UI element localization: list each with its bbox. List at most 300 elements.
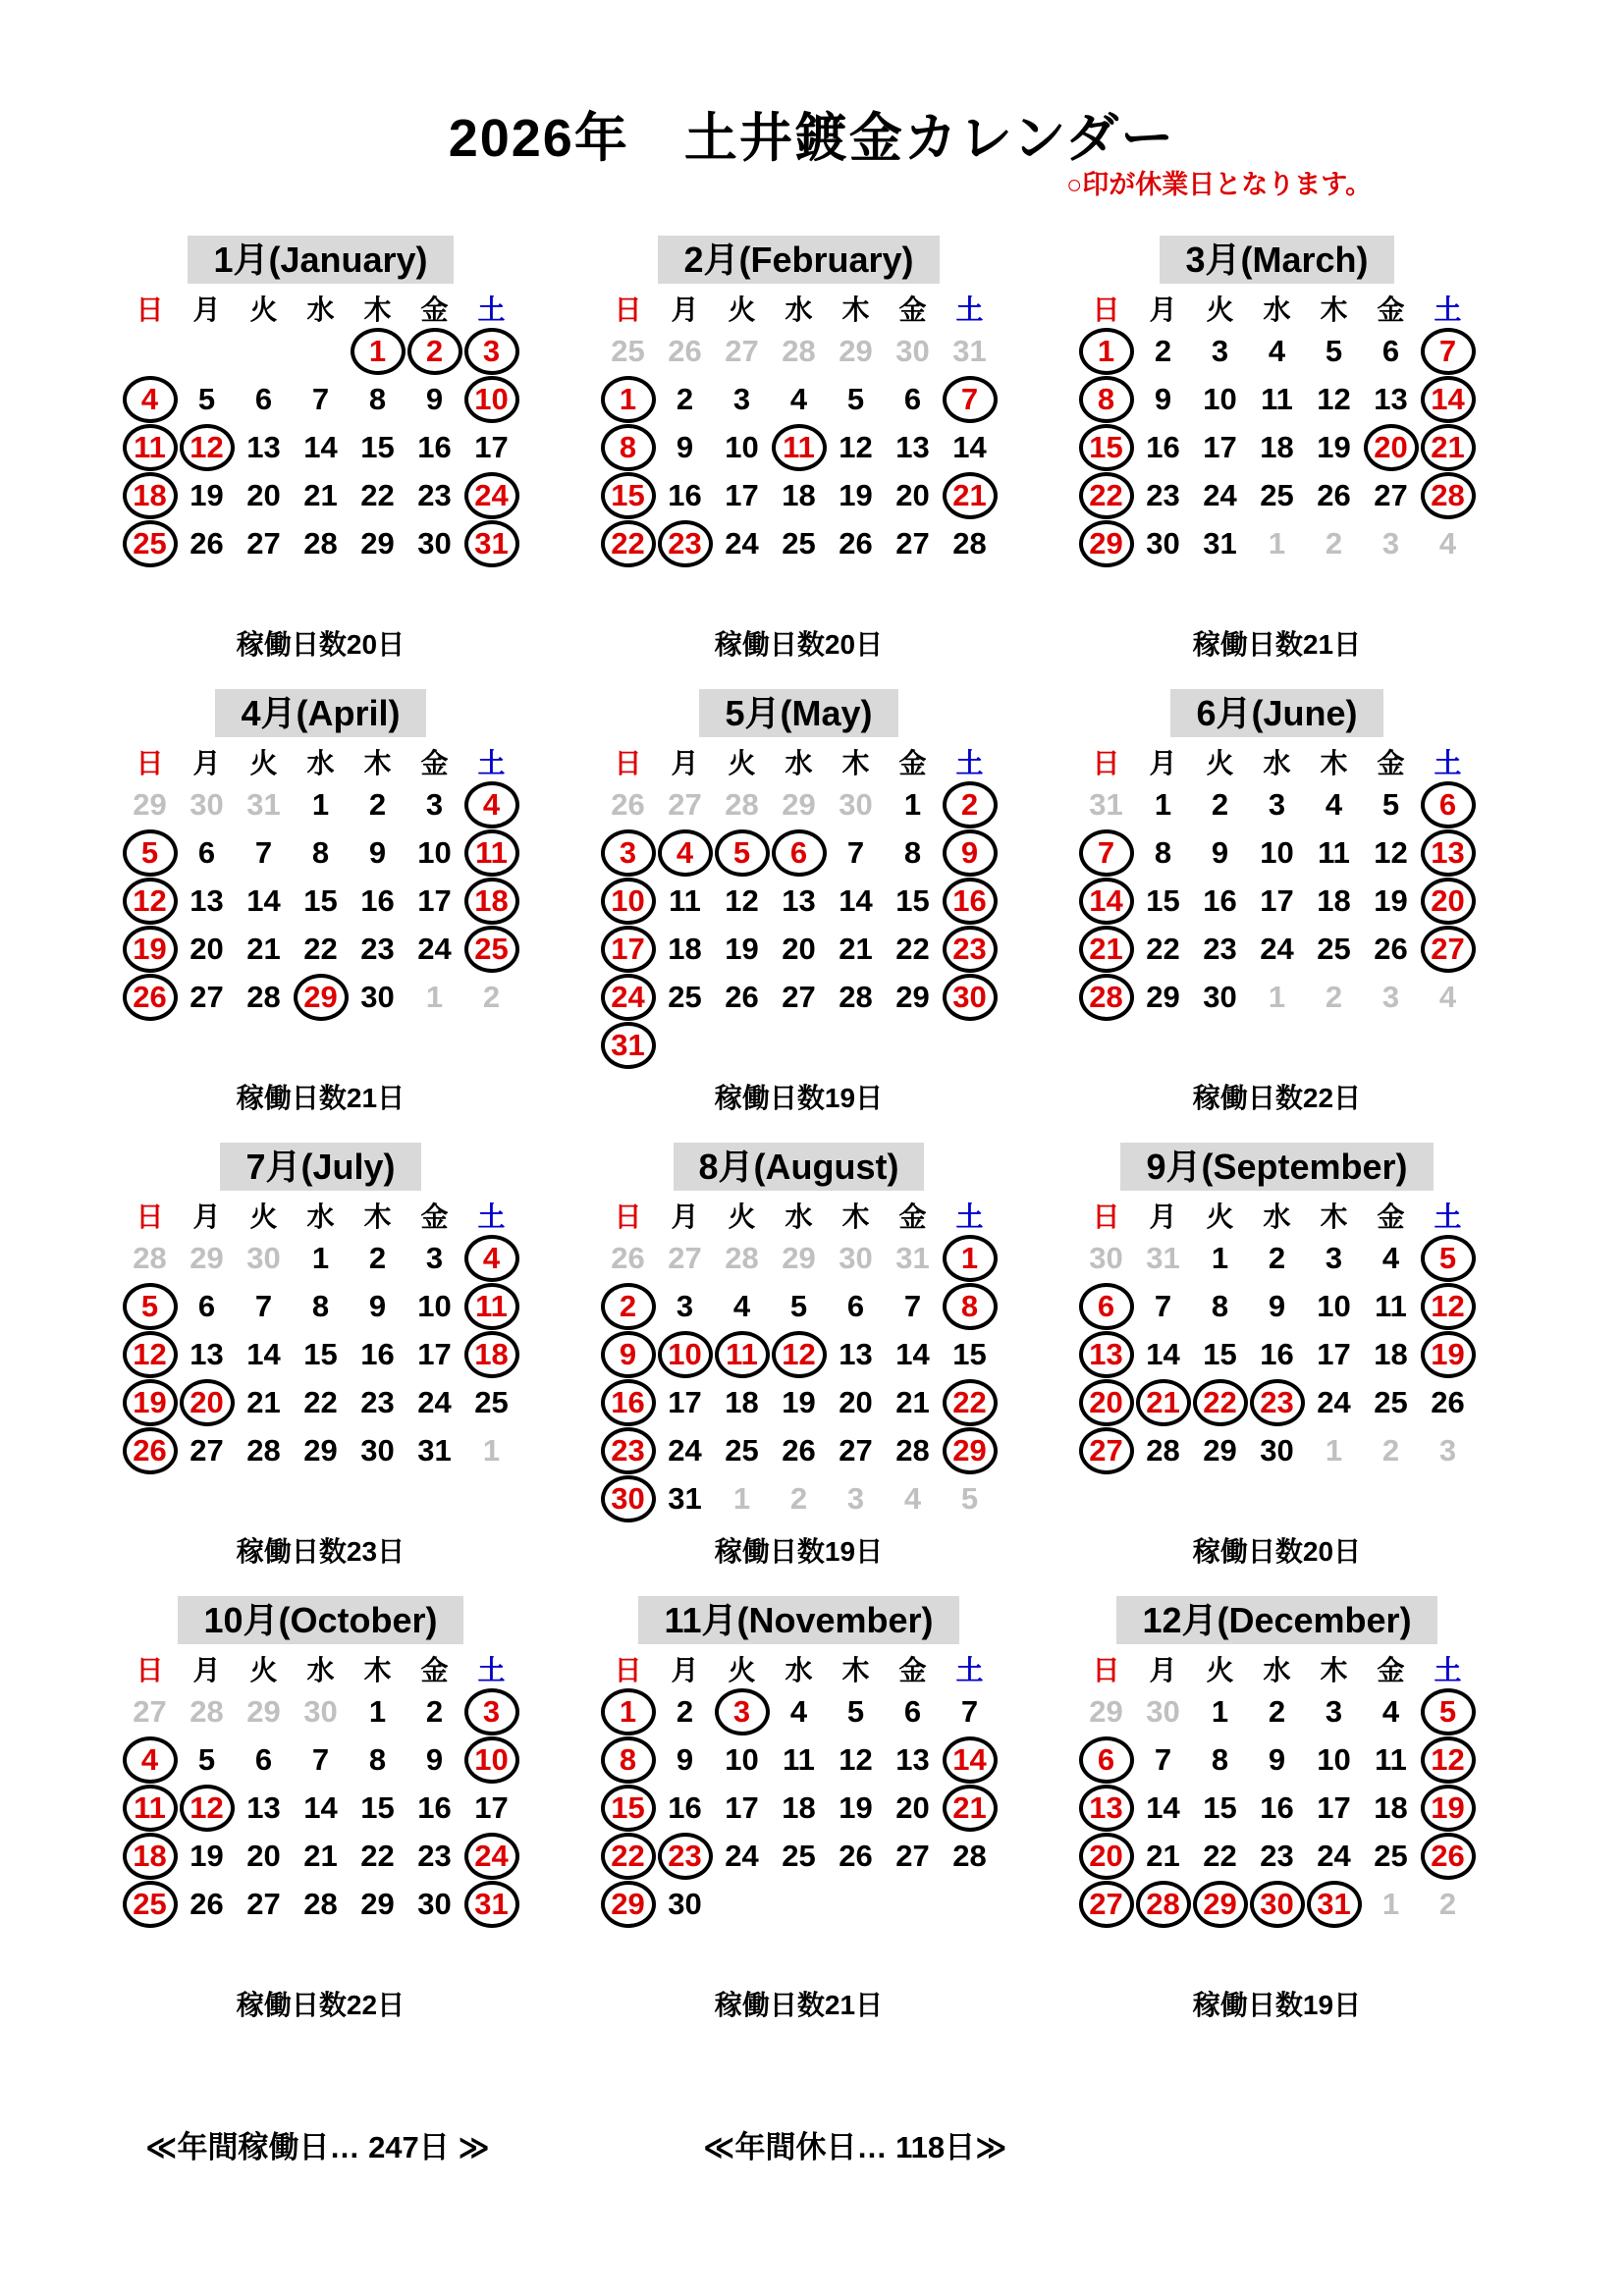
weekday-label: 月 (192, 294, 221, 326)
empty-day (828, 1021, 885, 1069)
weekday-label: 月 (671, 1201, 699, 1233)
working-day: 26 (839, 526, 873, 561)
working-day: 7 (254, 1289, 273, 1324)
working-day: 27 (189, 980, 224, 1015)
working-day: 24 (417, 1385, 452, 1420)
holiday-day: 22 (1078, 471, 1135, 519)
working-day: 10 (1317, 1742, 1351, 1778)
holiday-day: 15 (1078, 423, 1135, 471)
working-day: 29 (360, 526, 395, 561)
holiday-day: 16 (942, 877, 999, 925)
working-day: 31 (417, 1433, 452, 1468)
weekday-label: 土 (1434, 1201, 1462, 1233)
working-day: 1 (903, 787, 922, 823)
working-day: 2 (676, 1694, 694, 1730)
working-day: 2 (676, 382, 694, 417)
working-day: 24 (1260, 932, 1294, 967)
working-day: 28 (303, 526, 338, 561)
weekday-label: 火 (1206, 748, 1234, 779)
holiday-day: 6 (1420, 780, 1477, 828)
holiday-day: 10 (463, 1735, 520, 1784)
working-day: 1 (1211, 1694, 1229, 1730)
adjacent-month-day: 29 (782, 1241, 816, 1276)
working-day: 5 (197, 1742, 216, 1778)
holiday-day: 12 (1420, 1282, 1477, 1330)
working-day: 30 (360, 1433, 395, 1468)
weekday-label: 金 (1377, 1655, 1405, 1686)
adjacent-month-day: 29 (782, 787, 816, 823)
working-day: 15 (360, 430, 395, 465)
adjacent-month-day: 2 (1438, 1887, 1457, 1922)
working-day: 23 (1146, 478, 1180, 513)
working-day: 11 (1318, 835, 1350, 871)
holiday-day: 14 (1420, 375, 1477, 423)
adjacent-month-day: 31 (246, 787, 281, 823)
working-day: 30 (360, 980, 395, 1015)
working-day: 14 (895, 1337, 930, 1372)
weekday-label: 水 (785, 294, 813, 326)
working-day: 1 (368, 1694, 387, 1730)
working-day: 18 (1374, 1790, 1408, 1826)
working-day: 26 (782, 1433, 816, 1468)
working-day: 6 (846, 1289, 865, 1324)
working-day: 9 (425, 1742, 444, 1778)
working-day: 15 (952, 1337, 987, 1372)
month-may (570, 689, 1027, 1143)
month-title: 11月(November) (638, 1596, 958, 1644)
adjacent-month-day: 27 (725, 334, 759, 369)
holiday-day: 4 (463, 780, 520, 828)
adjacent-month-day: 4 (1438, 980, 1457, 1015)
working-day: 6 (197, 835, 216, 871)
holiday-day: 12 (179, 423, 236, 471)
working-day: 11 (1261, 382, 1293, 417)
working-day: 11 (1375, 1742, 1407, 1778)
working-day: 2 (368, 787, 387, 823)
working-day: 25 (782, 1839, 816, 1874)
adjacent-month-day: 26 (668, 334, 702, 369)
weekday-label: 水 (306, 294, 335, 326)
weekday-row (122, 1199, 520, 1232)
weekday-label: 火 (249, 748, 278, 779)
working-day: 28 (952, 526, 987, 561)
weekday-label: 月 (192, 1201, 221, 1233)
working-day: 7 (960, 1694, 979, 1730)
holiday-day: 1 (1078, 327, 1135, 375)
working-day: 27 (246, 1887, 281, 1922)
weeks-grid (122, 1234, 520, 1522)
empty-day (885, 1021, 942, 1069)
adjacent-month-day: 3 (846, 1481, 865, 1517)
weekday-row (1078, 745, 1477, 778)
weekday-row (1078, 292, 1477, 325)
month-title: 6月(June) (1170, 689, 1382, 737)
holiday-day: 1 (350, 327, 406, 375)
page-title: 2026年 土井鍍金カレンダー (448, 109, 1176, 169)
working-day: 11 (669, 883, 701, 919)
holiday-day: 9 (942, 828, 999, 877)
working-day: 5 (1325, 334, 1343, 369)
working-day: 20 (189, 932, 224, 967)
working-day: 6 (197, 1289, 216, 1324)
holiday-day: 31 (600, 1021, 657, 1069)
adjacent-month-day: 1 (482, 1433, 501, 1468)
adjacent-month-day: 4 (1438, 526, 1457, 561)
holiday-day: 25 (122, 1880, 179, 1928)
working-day: 3 (425, 1241, 444, 1276)
adjacent-month-day: 29 (189, 1241, 224, 1276)
adjacent-month-day: 26 (611, 787, 645, 823)
holiday-day: 10 (600, 877, 657, 925)
weekday-label: 火 (728, 1655, 756, 1686)
holiday-day: 23 (942, 925, 999, 973)
working-day: 25 (782, 526, 816, 561)
weekday-label: 日 (1092, 748, 1120, 779)
empty-day (236, 327, 293, 375)
working-day: 20 (895, 1790, 930, 1826)
working-days-label: 稼働日数19日 (714, 1536, 884, 1568)
holiday-day: 18 (122, 1832, 179, 1880)
working-day: 24 (668, 1433, 702, 1468)
holiday-day: 26 (122, 1426, 179, 1474)
adjacent-month-day: 3 (1381, 980, 1400, 1015)
annual-holidays-label: ≪年間休日… 118日≫ (703, 2130, 1007, 2164)
weekday-label: 火 (249, 1655, 278, 1686)
holiday-day: 19 (1420, 1784, 1477, 1832)
working-day: 14 (1146, 1790, 1180, 1826)
working-day: 8 (1211, 1742, 1229, 1778)
working-day: 10 (1203, 382, 1237, 417)
working-day: 28 (1146, 1433, 1180, 1468)
holiday-day: 2 (600, 1282, 657, 1330)
working-days-label: 稼働日数21日 (714, 1990, 884, 2021)
working-day: 18 (725, 1385, 759, 1420)
weekday-label: 水 (1263, 1201, 1291, 1233)
working-day: 12 (839, 430, 873, 465)
adjacent-month-day: 2 (1325, 526, 1343, 561)
working-days-label: 稼働日数22日 (236, 1990, 406, 2021)
weekday-label: 金 (1377, 748, 1405, 779)
working-day: 4 (1381, 1241, 1400, 1276)
working-day: 20 (246, 1839, 281, 1874)
weeks-grid (600, 1234, 999, 1522)
weekday-row (600, 1199, 999, 1232)
adjacent-month-day: 2 (1325, 980, 1343, 1015)
working-day: 2 (368, 1241, 387, 1276)
weekday-label: 水 (785, 748, 813, 779)
working-day: 18 (1374, 1337, 1408, 1372)
working-days-label: 稼働日数21日 (236, 1083, 406, 1114)
working-day: 12 (839, 1742, 873, 1778)
empty-day (828, 1880, 885, 1928)
weekday-label: 金 (898, 1201, 927, 1233)
working-day: 17 (668, 1385, 702, 1420)
working-day: 29 (360, 1887, 395, 1922)
adjacent-month-day: 3 (1381, 526, 1400, 561)
working-day: 13 (189, 1337, 224, 1372)
working-day: 23 (1203, 932, 1237, 967)
working-day: 4 (1381, 1694, 1400, 1730)
month-title: 2月(February) (658, 236, 939, 284)
working-day: 15 (303, 883, 338, 919)
working-day: 26 (839, 1839, 873, 1874)
empty-day (942, 1880, 999, 1928)
working-day: 9 (368, 1289, 387, 1324)
working-day: 19 (1374, 883, 1408, 919)
weekday-label: 土 (955, 294, 984, 326)
working-day: 5 (789, 1289, 808, 1324)
holiday-day: 24 (463, 1832, 520, 1880)
working-day: 16 (360, 883, 395, 919)
working-day: 6 (1381, 334, 1400, 369)
adjacent-month-day: 30 (839, 787, 873, 823)
working-day: 14 (303, 430, 338, 465)
holiday-day: 10 (657, 1330, 714, 1378)
weekday-label: 土 (1434, 1655, 1462, 1686)
holiday-day: 22 (1192, 1378, 1249, 1426)
holiday-day: 30 (942, 973, 999, 1021)
working-day: 30 (1260, 1433, 1294, 1468)
weekday-row (600, 1652, 999, 1685)
working-day: 18 (782, 478, 816, 513)
working-day: 3 (425, 787, 444, 823)
holiday-day: 21 (1420, 423, 1477, 471)
annual-working-days-label: ≪年間稼働日… 247日 ≫ (145, 2130, 490, 2164)
working-day: 15 (1203, 1337, 1237, 1372)
weekday-label: 水 (306, 748, 335, 779)
working-day: 30 (668, 1887, 702, 1922)
adjacent-month-day: 30 (839, 1241, 873, 1276)
holiday-day: 27 (1078, 1426, 1135, 1474)
working-day: 7 (903, 1289, 922, 1324)
weekday-label: 土 (1434, 294, 1462, 326)
working-day: 19 (839, 478, 873, 513)
working-day: 24 (725, 526, 759, 561)
holiday-day: 24 (463, 471, 520, 519)
holiday-day: 15 (600, 471, 657, 519)
empty-day (179, 327, 236, 375)
holiday-day: 23 (600, 1426, 657, 1474)
working-day: 19 (189, 1839, 224, 1874)
weekday-label: 水 (306, 1201, 335, 1233)
working-day: 8 (1211, 1289, 1229, 1324)
holiday-day: 18 (463, 1330, 520, 1378)
working-day: 26 (725, 980, 759, 1015)
working-day: 16 (668, 478, 702, 513)
holiday-day: 19 (122, 925, 179, 973)
adjacent-month-day: 25 (611, 334, 645, 369)
working-day: 12 (1317, 382, 1351, 417)
working-day: 13 (246, 430, 281, 465)
working-day: 7 (1154, 1742, 1172, 1778)
adjacent-month-day: 31 (895, 1241, 930, 1276)
holiday-day: 11 (714, 1330, 771, 1378)
working-day: 26 (1317, 478, 1351, 513)
holiday-day: 18 (122, 471, 179, 519)
weekday-label: 日 (1092, 1655, 1120, 1686)
holiday-day: 5 (1420, 1687, 1477, 1735)
holiday-day: 31 (463, 1880, 520, 1928)
month-title: 12月(December) (1116, 1596, 1436, 1644)
weekday-label: 日 (135, 748, 164, 779)
holiday-day: 3 (600, 828, 657, 877)
holiday-day: 11 (463, 828, 520, 877)
empty-day (714, 1880, 771, 1928)
adjacent-month-day: 29 (1089, 1694, 1123, 1730)
weekday-label: 木 (841, 294, 870, 326)
working-day: 6 (903, 382, 922, 417)
working-day: 19 (1317, 430, 1351, 465)
month-title: 9月(September) (1120, 1143, 1433, 1191)
month-april (92, 689, 549, 1143)
holiday-day: 3 (714, 1687, 771, 1735)
empty-day (771, 1880, 828, 1928)
adjacent-month-day: 28 (725, 787, 759, 823)
working-day: 12 (1374, 835, 1408, 871)
holiday-day: 26 (122, 973, 179, 1021)
adjacent-month-day: 29 (133, 787, 167, 823)
working-day: 17 (417, 883, 452, 919)
adjacent-month-day: 29 (839, 334, 873, 369)
working-day: 7 (1154, 1289, 1172, 1324)
working-day: 7 (311, 382, 330, 417)
working-day: 27 (895, 1839, 930, 1874)
empty-day (885, 1880, 942, 1928)
holiday-note: ○印が休業日となります。 (1066, 170, 1373, 199)
adjacent-month-day: 30 (303, 1694, 338, 1730)
working-day: 17 (474, 430, 509, 465)
working-day: 30 (1203, 980, 1237, 1015)
month-title: 4月(April) (215, 689, 425, 737)
working-day: 21 (839, 932, 873, 967)
adjacent-month-day: 2 (1381, 1433, 1400, 1468)
working-days-label: 稼働日数20日 (236, 629, 406, 661)
month-october (92, 1596, 549, 2050)
month-july (92, 1143, 549, 1596)
working-day: 28 (303, 1887, 338, 1922)
holiday-day: 8 (600, 423, 657, 471)
holiday-day: 31 (463, 519, 520, 567)
weekday-label: 土 (955, 748, 984, 779)
working-day: 1 (311, 787, 330, 823)
weekday-label: 金 (1377, 1201, 1405, 1233)
holiday-day: 1 (600, 1687, 657, 1735)
working-day: 25 (668, 980, 702, 1015)
weekday-row (1078, 1652, 1477, 1685)
holiday-day: 27 (1420, 925, 1477, 973)
month-august (570, 1143, 1027, 1596)
empty-day (293, 327, 350, 375)
holiday-day: 29 (1192, 1880, 1249, 1928)
holiday-day: 6 (1078, 1282, 1135, 1330)
weekday-label: 月 (1149, 748, 1177, 779)
weeks-grid (1078, 1687, 1477, 1976)
working-day: 8 (903, 835, 922, 871)
working-day: 10 (1260, 835, 1294, 871)
holiday-day: 2 (942, 780, 999, 828)
month-september (1049, 1143, 1505, 1596)
working-day: 9 (1211, 835, 1229, 871)
holiday-day: 29 (293, 973, 350, 1021)
holiday-day: 4 (657, 828, 714, 877)
holiday-day: 11 (122, 1784, 179, 1832)
weekday-label: 日 (135, 294, 164, 326)
weekday-label: 水 (785, 1201, 813, 1233)
working-day: 20 (895, 478, 930, 513)
holiday-day: 13 (1420, 828, 1477, 877)
holiday-day: 4 (122, 1735, 179, 1784)
holiday-day: 11 (771, 423, 828, 471)
working-day: 9 (1154, 382, 1172, 417)
holiday-day: 13 (1078, 1330, 1135, 1378)
holiday-day: 12 (122, 877, 179, 925)
weekday-label: 火 (249, 1201, 278, 1233)
working-day: 5 (846, 1694, 865, 1730)
working-day: 27 (839, 1433, 873, 1468)
working-day: 17 (725, 478, 759, 513)
working-day: 19 (839, 1790, 873, 1826)
working-day: 18 (782, 1790, 816, 1826)
weekday-label: 火 (249, 294, 278, 326)
working-day: 18 (1260, 430, 1294, 465)
working-day: 8 (368, 382, 387, 417)
working-day: 13 (1374, 382, 1408, 417)
holiday-day: 13 (1078, 1784, 1135, 1832)
working-day: 27 (1374, 478, 1408, 513)
working-day: 19 (189, 478, 224, 513)
weekday-label: 日 (135, 1201, 164, 1233)
adjacent-month-day: 27 (668, 1241, 702, 1276)
adjacent-month-day: 28 (189, 1694, 224, 1730)
holiday-day: 21 (942, 471, 999, 519)
holiday-day: 21 (1078, 925, 1135, 973)
working-day: 6 (254, 382, 273, 417)
working-day: 28 (246, 1433, 281, 1468)
working-day: 3 (1268, 787, 1286, 823)
working-day: 15 (1203, 1790, 1237, 1826)
working-day: 20 (782, 932, 816, 967)
working-day: 21 (895, 1385, 930, 1420)
working-day: 26 (1431, 1385, 1465, 1420)
holiday-day: 18 (463, 877, 520, 925)
weekday-label: 木 (1320, 294, 1348, 326)
weekday-label: 月 (1149, 1655, 1177, 1686)
weekday-label: 月 (192, 1655, 221, 1686)
working-day: 22 (895, 932, 930, 967)
working-day: 4 (732, 1289, 751, 1324)
working-day: 8 (311, 835, 330, 871)
weekday-label: 木 (841, 1201, 870, 1233)
adjacent-month-day: 2 (789, 1481, 808, 1517)
working-day: 23 (1260, 1839, 1294, 1874)
working-day: 13 (839, 1337, 873, 1372)
weekday-label: 月 (192, 748, 221, 779)
working-day: 14 (246, 1337, 281, 1372)
adjacent-month-day: 1 (1381, 1887, 1400, 1922)
working-day: 16 (417, 1790, 452, 1826)
adjacent-month-day: 30 (1146, 1694, 1180, 1730)
working-day: 3 (1211, 334, 1229, 369)
holiday-day: 25 (122, 519, 179, 567)
adjacent-month-day: 2 (482, 980, 501, 1015)
working-day: 14 (246, 883, 281, 919)
working-day: 17 (1260, 883, 1294, 919)
holiday-day: 17 (600, 925, 657, 973)
weekday-label: 土 (955, 1201, 984, 1233)
weekday-row (122, 1652, 520, 1685)
working-day: 5 (1381, 787, 1400, 823)
weekday-label: 土 (955, 1655, 984, 1686)
